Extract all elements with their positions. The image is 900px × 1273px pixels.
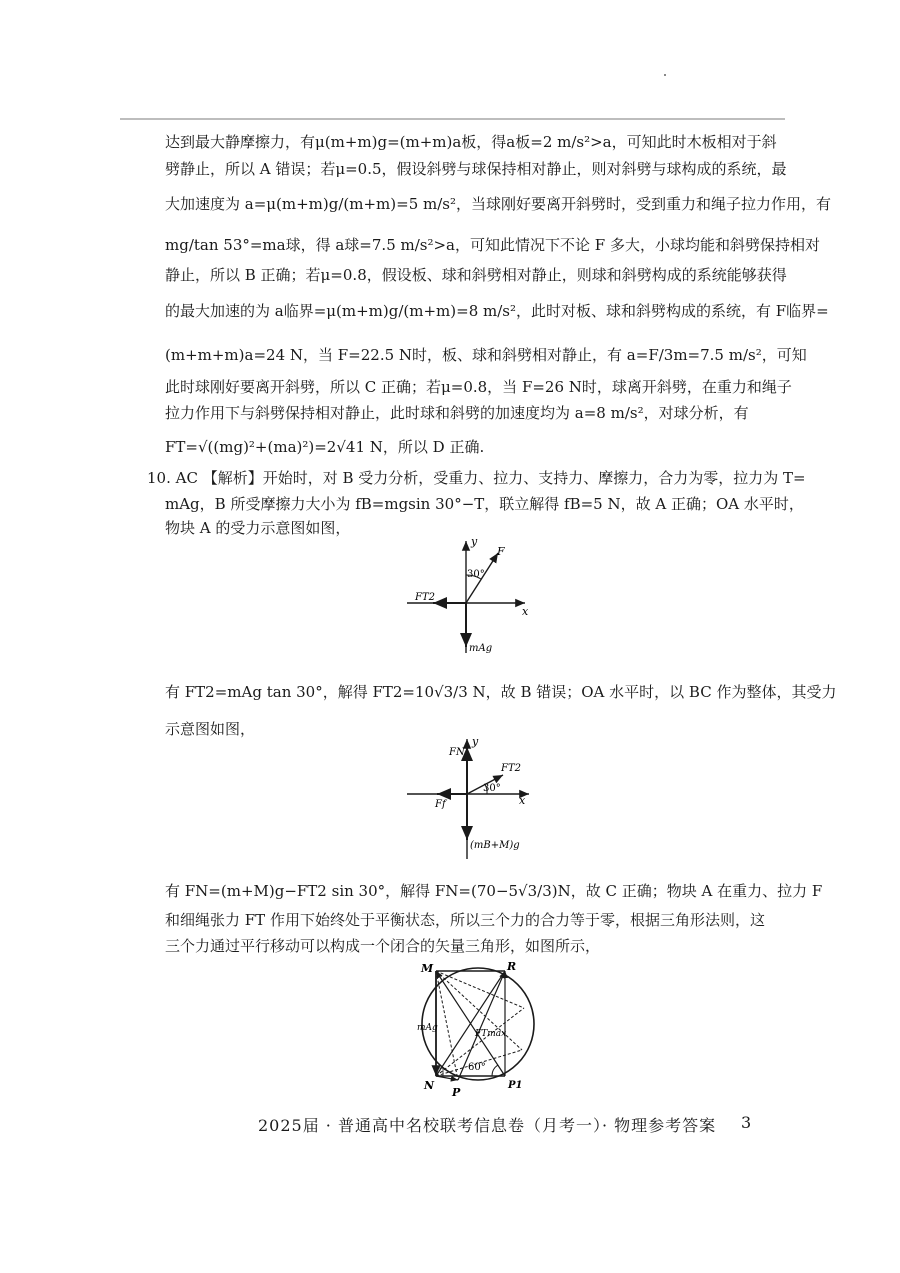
- vector-triangle-diagram: [412, 958, 544, 1098]
- label-weight: mAg: [417, 1023, 438, 1033]
- force-ft2-label: FT2: [415, 592, 435, 603]
- text-line-7: (m+m+m)a=24 N，当 F=22.5 N时，板、球和斜劈相对静止，有 a=F/3m=7.5 m/s²，可知: [165, 346, 807, 364]
- text-line-8: 此时球刚好要离开斜劈，所以 C 正确；若μ=0.8，当 F=26 N时，球离开斜劈，在重力和绳子: [165, 378, 792, 396]
- text-line-10: FT=√((mg)²+(ma)²)=2√41 N，所以 D 正确.: [165, 438, 485, 456]
- text-line-4: mg/tan 53°=ma球，得 a球=7.5 m/s²>a，可知此情况下不论 F 多大，小球均能和斜劈保持相对: [165, 236, 820, 254]
- label-m: M: [421, 962, 434, 975]
- text-line-5: 静止，所以 B 正确；若μ=0.8，假设板、球和斜劈相对静止，则球和斜劈构成的系统能够获得: [165, 266, 787, 284]
- angle-label: 30°: [483, 783, 501, 794]
- fn-label: FN: [449, 747, 465, 758]
- angle-label: 30°: [467, 569, 485, 580]
- text-line-2: 劈静止，所以 A 错误；若μ=0.5，假设斜劈与球保持相对静止，则对斜劈与球构成的系统，最: [165, 160, 787, 178]
- force-f-label: F: [497, 545, 505, 558]
- ff-label: Ff: [435, 799, 446, 810]
- text-line-1: 达到最大静摩擦力，有μ(m+m)g=(m+m)a板，得a板=2 m/s²>a，可知此时木板相对于斜: [165, 133, 777, 151]
- question-10-line-1: 10. AC 【解析】开始时，对 B 受力分析，受重力、拉力、支持力、摩擦力，合力为零，拉力为 T=: [147, 469, 806, 487]
- paragraph-3-line-3: 三个力通过平行移动可以构成一个闭合的矢量三角形，如图所示，: [165, 937, 601, 955]
- paragraph-2-line-1: 有 FT2=mAg tan 30°，解得 FT2=10√3/3 N，故 B 错误；OA 水平时，以 BC 作为整体，其受力: [165, 683, 837, 701]
- question-10-line-2: mAg，B 所受摩擦力大小为 fB=mgsin 30°−T，联立解得 fB=5 N，故 A 正确；OA 水平时，: [165, 495, 804, 513]
- page-number: 3: [741, 1113, 752, 1132]
- weight-label: (mB+M)g: [470, 840, 520, 851]
- ft2-label: FT2: [501, 763, 521, 774]
- label-p: P: [452, 1086, 461, 1098]
- speck: [664, 74, 666, 76]
- text-line-9: 拉力作用下与斜劈保持相对静止，此时球和斜劈的加速度均为 a=8 m/s²，对球分析，有: [165, 404, 749, 422]
- text-line-6: 的最大加速的为 a临界=μ(m+m)g/(m+m)=8 m/s²，此时对板、球和斜劈构成的系统，有 F临界=: [165, 302, 829, 320]
- header-rule: [120, 118, 785, 120]
- label-ftmax: FTmax: [475, 1029, 507, 1039]
- label-n: N: [424, 1079, 435, 1092]
- text-line-3: 大加速度为 a=μ(m+m)g/(m+m)=5 m/s²，当球刚好要离开斜劈时，受到重力和绳子拉力作用，有: [165, 195, 831, 213]
- label-p1: P1: [508, 1080, 523, 1091]
- weight-label: mAg: [469, 643, 493, 654]
- x-label: x: [519, 794, 526, 807]
- force-diagram-block-a: [405, 535, 535, 660]
- force-diagram-bc: [405, 735, 540, 863]
- y-label: y: [472, 735, 479, 748]
- x-label: x: [522, 605, 529, 618]
- paragraph-3-line-2: 和细绳张力 FT 作用下始终处于平衡状态，所以三个力的合力等于零，根据三角形法则，这: [165, 911, 765, 929]
- y-label: y: [471, 535, 478, 548]
- page-footer: 2025届 · 普通高中名校联考信息卷（月考一）· 物理参考答案: [258, 1116, 717, 1135]
- angle-arc: [492, 1065, 498, 1076]
- paragraph-3-line-1: 有 FN=(m+M)g−FT2 sin 30°，解得 FN=(70−5√3/3)N，故 C 正确；物块 A 在重力、拉力 F: [165, 882, 823, 900]
- question-10-line-3: 物块 A 的受力示意图如图，: [165, 519, 351, 537]
- label-r: R: [507, 960, 517, 973]
- label-angle: 60°: [468, 1062, 486, 1073]
- paragraph-2-line-2: 示意图如图，: [165, 720, 256, 738]
